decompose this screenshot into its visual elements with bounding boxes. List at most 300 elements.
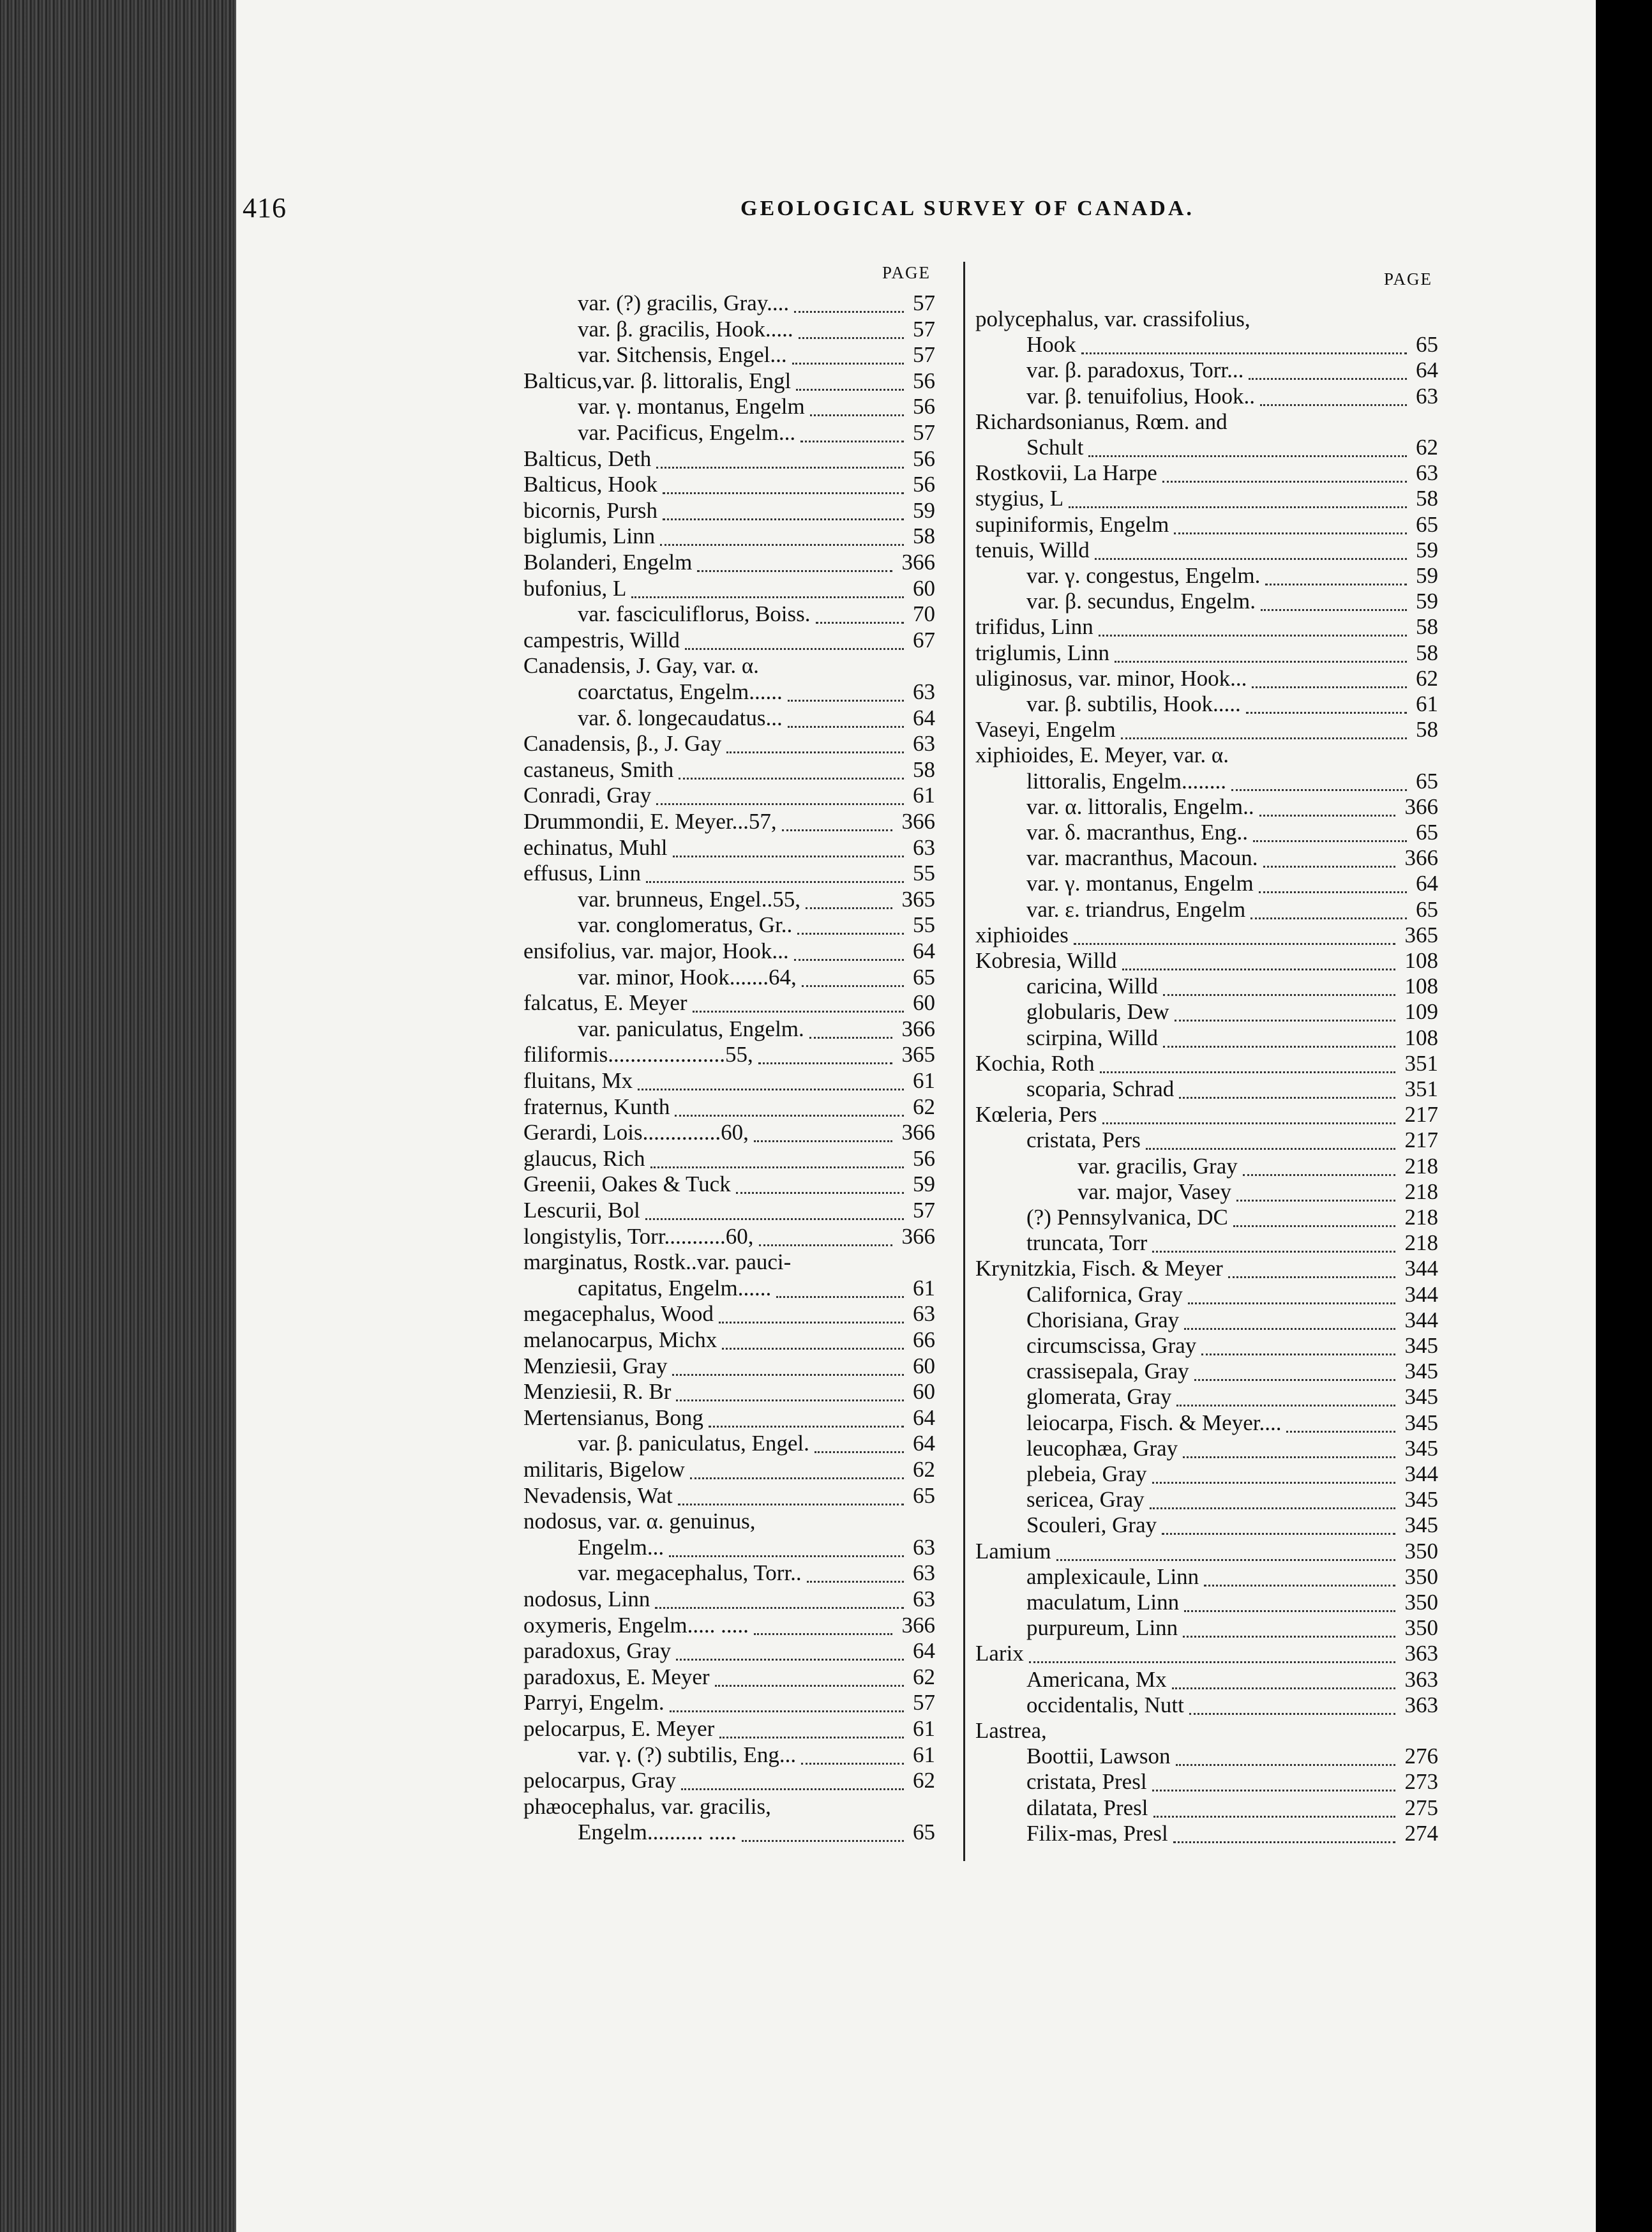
entry-text: triglumis, Linn <box>975 640 1109 665</box>
dot-leader <box>1146 1145 1395 1150</box>
entry-text: ensifolius, var. major, Hook... <box>523 939 789 963</box>
index-entry <box>523 1535 935 1560</box>
entry-text: cristata, Pers <box>1026 1127 1141 1153</box>
dot-leader <box>1081 350 1407 354</box>
dot-leader <box>1260 402 1407 406</box>
entry-page-number: 62 <box>913 1094 935 1119</box>
entry-text: bufonius, L <box>523 575 627 601</box>
entry-text: Californica, Gray <box>1026 1281 1183 1307</box>
dot-leader <box>1188 1300 1395 1304</box>
entry-page-number: 217 <box>1404 1102 1438 1127</box>
dot-leader <box>736 1189 904 1194</box>
entry-page-number: 65 <box>1416 896 1438 922</box>
entry-page-number: 218 <box>1404 1205 1438 1230</box>
index-entry <box>975 1744 1438 1769</box>
dot-leader <box>681 1786 904 1790</box>
index-entry <box>975 1512 1438 1538</box>
entry-text: Drummondii, E. Meyer...57, <box>523 809 777 834</box>
entry-page-number: 58 <box>1416 640 1438 665</box>
dot-leader <box>1150 1505 1395 1509</box>
entry-text: longistylis, Torr...........60, <box>523 1223 754 1249</box>
entry-text: var. β. paradoxus, Torr... <box>1026 358 1244 383</box>
index-entry <box>975 1230 1438 1256</box>
entry-page-number: 61 <box>1416 691 1438 716</box>
entry-page-number: 57 <box>913 1198 935 1223</box>
dot-leader <box>1286 1428 1395 1433</box>
index-entry <box>523 705 935 731</box>
index-entry <box>975 1769 1438 1795</box>
entry-text: Gerardi, Lois..............60, <box>523 1120 749 1145</box>
entry-text: occidentalis, Nutt <box>1026 1692 1184 1717</box>
entry-text: var. γ. congestus, Engelm. <box>1026 563 1261 588</box>
index-entry <box>523 1587 935 1612</box>
index-entry <box>523 446 935 472</box>
entry-text: glaucus, Rich <box>523 1145 645 1171</box>
entry-page-number: 61 <box>913 1068 935 1093</box>
dot-leader <box>1250 915 1407 919</box>
index-entry <box>975 614 1438 640</box>
dot-leader <box>1095 555 1407 560</box>
dot-leader <box>1153 1813 1395 1818</box>
entry-page-number: 363 <box>1404 1641 1438 1666</box>
dot-leader <box>1163 1043 1395 1048</box>
index-entry <box>975 1333 1438 1359</box>
index-entry <box>975 332 1438 358</box>
dot-leader <box>697 568 892 572</box>
entry-text: Lescurii, Bol <box>523 1198 640 1223</box>
entry-page-number: 350 <box>1404 1538 1438 1564</box>
index-entry <box>523 1794 935 1820</box>
entry-page-number: 218 <box>1404 1153 1438 1179</box>
index-entry <box>523 1664 935 1690</box>
entry-text: var. ε. triandrus, Engelm <box>1026 896 1246 922</box>
entry-text: plebeia, Gray <box>1026 1461 1147 1486</box>
dot-leader <box>1252 684 1407 688</box>
entry-text: fluitans, Mx <box>523 1068 633 1093</box>
column-divider <box>963 262 965 1861</box>
entry-text: marginatus, Rostk..var. pauci- <box>523 1249 792 1275</box>
entry-page-number: 61 <box>913 1275 935 1301</box>
index-entry <box>523 1120 935 1145</box>
index-entry <box>523 628 935 653</box>
entry-page-number: 57 <box>913 342 935 368</box>
entry-page-number: 60 <box>913 990 935 1016</box>
entry-page-number: 344 <box>1404 1281 1438 1307</box>
page-column-label-right: PAGE <box>1384 269 1433 289</box>
index-entry <box>523 1379 935 1405</box>
index-entry <box>523 965 935 990</box>
index-entry <box>523 368 935 394</box>
index-entry <box>975 717 1438 743</box>
entry-text: Boottii, Lawson <box>1026 1744 1171 1769</box>
entry-text: uliginosus, var. minor, Hook... <box>975 665 1247 691</box>
entry-page-number: 345 <box>1404 1435 1438 1461</box>
entry-text: effusus, Linn <box>523 861 642 886</box>
entry-text: var. β. secundus, Engelm. <box>1026 589 1256 614</box>
entry-text: Kobresia, Willd <box>975 948 1117 973</box>
entry-text: var. brunneus, Engel..55, <box>578 886 800 912</box>
entry-text: Chorisiana, Gray <box>1026 1307 1180 1332</box>
entry-page-number: 67 <box>913 627 935 652</box>
page-column-label-left: PAGE <box>882 263 931 282</box>
entry-page-number: 64 <box>913 705 935 730</box>
dot-leader <box>679 775 904 780</box>
dot-leader <box>663 490 904 494</box>
dot-leader <box>754 1138 892 1142</box>
entry-text: var. γ. montanus, Engelm <box>578 394 805 419</box>
entry-page-number: 345 <box>1404 1512 1438 1538</box>
dot-leader <box>1183 1454 1395 1458</box>
index-entry <box>523 1457 935 1482</box>
entry-page-number: 62 <box>913 1457 935 1482</box>
entry-page-number: 70 <box>913 601 935 627</box>
dot-leader <box>1115 658 1407 663</box>
entry-page-number: 63 <box>913 1560 935 1586</box>
entry-page-number: 64 <box>1416 358 1438 383</box>
entry-page-number: 345 <box>1404 1384 1438 1410</box>
entry-page-number: 345 <box>1404 1487 1438 1512</box>
index-entry <box>523 524 935 549</box>
entry-text: Rostkovii, La Harpe <box>975 460 1157 486</box>
entry-text: nodosus, Linn <box>523 1587 650 1611</box>
entry-text: var. megacephalus, Torr.. <box>578 1560 802 1586</box>
index-entry <box>975 1127 1438 1153</box>
dot-leader <box>722 1345 904 1350</box>
dot-leader <box>1189 1710 1395 1715</box>
entry-text: Scouleri, Gray <box>1026 1512 1157 1538</box>
dot-leader <box>801 1760 904 1765</box>
index-entry <box>975 845 1438 871</box>
entry-page-number: 366 <box>901 550 935 575</box>
dot-leader <box>631 594 904 598</box>
entry-text: Conradi, Gray <box>523 783 652 808</box>
index-entry <box>975 794 1438 820</box>
index-entry <box>523 472 935 497</box>
entry-text: militaris, Bigelow <box>523 1457 685 1482</box>
entry-text: falcatus, E. Meyer <box>523 990 687 1016</box>
dot-leader <box>794 308 904 313</box>
dot-leader <box>802 983 904 987</box>
index-entry <box>523 1094 935 1120</box>
dot-leader <box>690 1475 904 1479</box>
entry-page-number: 63 <box>913 1301 935 1327</box>
index-entry <box>975 1179 1438 1205</box>
entry-page-number: 58 <box>1416 717 1438 743</box>
entry-page-number: 273 <box>1404 1769 1438 1795</box>
entry-text: tenuis, Willd <box>975 537 1090 562</box>
running-title: GEOLOGICAL SURVEY OF CANADA. <box>740 197 1194 220</box>
entry-page-number: 58 <box>913 757 935 782</box>
index-entry <box>975 1718 1438 1744</box>
dot-leader <box>663 516 904 520</box>
index-entry <box>975 1076 1438 1102</box>
index-entry <box>975 384 1438 409</box>
index-entry <box>975 409 1438 435</box>
dot-leader <box>759 1242 892 1246</box>
index-entry <box>523 550 935 575</box>
book-page-edges <box>0 0 243 2232</box>
dot-leader <box>810 412 904 416</box>
entry-text: scoparia, Schrad <box>1026 1076 1175 1101</box>
entry-text: Greenii, Oakes & Tuck <box>523 1172 731 1197</box>
entry-page-number: 56 <box>913 1145 935 1171</box>
entry-text: echinatus, Muhl <box>523 834 668 860</box>
dot-leader <box>1236 1197 1395 1202</box>
entry-page-number: 63 <box>913 679 935 704</box>
entry-page-number: 55 <box>913 912 935 938</box>
entry-page-number: 62 <box>913 1768 935 1793</box>
entry-page-number: 65 <box>1416 820 1438 845</box>
dot-leader <box>1172 1685 1395 1689</box>
dot-leader <box>645 1216 904 1220</box>
index-entry <box>523 757 935 783</box>
entry-page-number: 344 <box>1404 1256 1438 1281</box>
entry-page-number: 56 <box>913 446 935 471</box>
entry-page-number: 65 <box>1416 332 1438 358</box>
entry-text: Engelm.......... ..... <box>578 1820 737 1845</box>
entry-text: Richardsonianus, Rœm. and <box>975 409 1228 434</box>
page-number: 416 <box>243 192 287 223</box>
dot-leader <box>788 697 904 702</box>
entry-page-number: 58 <box>1416 614 1438 640</box>
entry-page-number: 109 <box>1404 999 1438 1025</box>
index-entry <box>523 1716 935 1742</box>
entry-text: biglumis, Linn <box>523 524 656 549</box>
index-entry <box>975 538 1438 563</box>
entry-text: crassisepala, Gray <box>1026 1359 1189 1384</box>
entry-page-number: 59 <box>1416 589 1438 614</box>
entry-text: var. fasciculiflorus, Boiss. <box>578 601 811 627</box>
entry-page-number: 57 <box>913 1690 935 1715</box>
index-entry <box>523 601 935 627</box>
entry-text: Kochia, Roth <box>975 1050 1095 1076</box>
dot-leader <box>655 1604 904 1609</box>
entry-page-number: 217 <box>1404 1127 1438 1153</box>
dot-leader <box>656 464 904 469</box>
entry-text: var. δ. longecaudatus... <box>578 705 783 730</box>
entry-text: Americana, Mx <box>1026 1666 1167 1692</box>
entry-text: purpureum, Linn <box>1026 1615 1178 1641</box>
dot-leader <box>1176 1402 1395 1406</box>
dot-leader <box>1162 1530 1395 1535</box>
dot-leader <box>800 438 904 442</box>
entry-text: var. β. paniculatus, Engel. <box>578 1431 809 1456</box>
index-entry <box>523 679 935 705</box>
entry-text: littoralis, Engelm........ <box>1026 768 1227 794</box>
index-entry <box>523 783 935 808</box>
entry-page-number: 218 <box>1404 1179 1438 1204</box>
dot-leader <box>1029 1659 1395 1663</box>
index-entry <box>975 820 1438 845</box>
dot-leader <box>796 386 904 391</box>
dot-leader <box>1183 1633 1395 1638</box>
entry-page-number: 58 <box>913 524 935 549</box>
entry-page-number: 365 <box>901 1042 935 1067</box>
dot-leader <box>1122 966 1395 970</box>
entry-page-number: 59 <box>913 1172 935 1197</box>
index-entry <box>975 512 1438 538</box>
dot-leader <box>715 1682 904 1687</box>
entry-text: megacephalus, Wood <box>523 1301 714 1327</box>
index-entry <box>523 835 935 861</box>
index-entry <box>523 317 935 342</box>
dot-leader <box>1152 1787 1395 1791</box>
dot-leader <box>1201 1351 1395 1355</box>
index-entry <box>523 1042 935 1067</box>
entry-page-number: 344 <box>1404 1461 1438 1486</box>
dot-leader <box>693 1008 904 1013</box>
dot-leader <box>726 749 904 753</box>
dot-leader <box>673 853 904 857</box>
dot-leader <box>742 1837 904 1842</box>
index-entry <box>523 939 935 964</box>
entry-text: leiocarpa, Fisch. & Meyer.... <box>1026 1410 1282 1435</box>
entry-page-number: 56 <box>913 472 935 497</box>
index-entry <box>523 1742 935 1768</box>
entry-text: globularis, Dew <box>1026 999 1169 1025</box>
entry-page-number: 60 <box>913 1379 935 1405</box>
entry-text: scirpina, Willd <box>1026 1025 1158 1050</box>
entry-text: maculatum, Linn <box>1026 1590 1180 1615</box>
index-entry <box>975 897 1438 923</box>
index-entry <box>523 731 935 757</box>
index-entry <box>523 1638 935 1664</box>
index-entry <box>975 306 1438 332</box>
index-column-left <box>523 290 935 1861</box>
entry-text: Engelm... <box>578 1534 665 1560</box>
entry-page-number: 366 <box>901 1223 935 1249</box>
dot-leader <box>758 1060 892 1064</box>
entry-text: xiphioides, E. Meyer, var. α. <box>975 743 1229 768</box>
entry-text: var. β. gracilis, Hook..... <box>578 316 793 342</box>
index-entry <box>975 1154 1438 1179</box>
entry-page-number: 63 <box>913 1534 935 1560</box>
entry-page-number: 64 <box>1416 871 1438 896</box>
dot-leader <box>1263 863 1395 868</box>
entry-page-number: 366 <box>901 1016 935 1041</box>
entry-text: paradoxus, Gray <box>523 1638 672 1664</box>
index-entry <box>523 420 935 446</box>
entry-page-number: 56 <box>913 368 935 393</box>
index-entry <box>975 589 1438 614</box>
dot-leader <box>1204 1582 1395 1587</box>
index-entry <box>975 948 1438 974</box>
dot-leader <box>1228 1274 1395 1278</box>
entry-text: var. macranthus, Macoun. <box>1026 845 1258 871</box>
dot-leader <box>1265 581 1407 585</box>
entry-page-number: 65 <box>913 1820 935 1845</box>
entry-page-number: 366 <box>1404 845 1438 871</box>
entry-text: trifidus, Linn <box>975 614 1093 640</box>
entry-text: cristata, Presl <box>1026 1769 1147 1795</box>
entry-text: phæocephalus, var. gracilis, <box>523 1793 771 1819</box>
entry-page-number: 108 <box>1404 974 1438 999</box>
entry-text: var. (?) gracilis, Gray.... <box>578 290 790 315</box>
entry-text: circumscissa, Gray <box>1026 1333 1197 1358</box>
page-header <box>243 192 1506 236</box>
entry-text: melanocarpus, Michx <box>523 1327 717 1352</box>
dot-leader <box>1074 940 1395 945</box>
index-entry <box>523 342 935 368</box>
index-entry <box>523 990 935 1016</box>
dot-leader <box>809 1034 892 1039</box>
entry-page-number: 351 <box>1404 1076 1438 1101</box>
index-entry <box>523 1068 935 1094</box>
dot-leader <box>646 878 904 883</box>
dot-leader <box>678 1501 904 1505</box>
entry-page-number: 59 <box>1416 563 1438 588</box>
dot-leader <box>1184 1325 1395 1330</box>
entry-text: var. γ. montanus, Engelm <box>1026 871 1254 896</box>
dot-leader <box>1069 504 1407 508</box>
entry-text: var. β. subtilis, Hook..... <box>1026 691 1241 716</box>
index-entry <box>975 1564 1438 1590</box>
index-entry <box>523 1172 935 1197</box>
index-entry <box>975 974 1438 999</box>
index-entry <box>975 460 1438 486</box>
entry-page-number: 345 <box>1404 1410 1438 1435</box>
index-entry <box>975 563 1438 589</box>
entry-text: Mertensianus, Bong <box>523 1405 703 1430</box>
entry-text: Canadensis, β., J. Gay <box>523 731 722 757</box>
index-entry <box>975 691 1438 717</box>
dot-leader <box>676 1397 904 1401</box>
entry-page-number: 63 <box>1416 383 1438 409</box>
entry-text: var. α. littoralis, Engelm.. <box>1026 794 1254 819</box>
index-entry <box>975 999 1438 1025</box>
index-entry <box>523 498 935 524</box>
index-entry <box>975 1410 1438 1436</box>
index-entry <box>975 1308 1438 1333</box>
dot-leader <box>1184 1608 1395 1612</box>
entry-page-number: 65 <box>913 1482 935 1508</box>
dot-leader <box>797 930 904 935</box>
index-entry <box>523 861 935 886</box>
entry-text: amplexicaule, Linn <box>1026 1564 1199 1589</box>
index-entry <box>975 1205 1438 1230</box>
dot-leader <box>1246 709 1407 714</box>
dot-leader <box>650 1164 904 1168</box>
dot-leader <box>638 1086 904 1090</box>
entry-text: nodosus, var. α. genuinus, <box>523 1509 756 1534</box>
entry-page-number: 64 <box>913 1405 935 1430</box>
entry-text: var. minor, Hook.......64, <box>578 964 797 990</box>
entry-page-number: 365 <box>901 886 935 912</box>
dot-leader <box>1176 1761 1395 1766</box>
entry-text: pelocarpus, E. Meyer <box>523 1716 715 1741</box>
entry-text: supiniformis, Engelm <box>975 511 1169 537</box>
entry-page-number: 345 <box>1404 1359 1438 1384</box>
entry-page-number: 55 <box>913 861 935 886</box>
entry-page-number: 350 <box>1404 1564 1438 1589</box>
entry-text: castaneus, Smith <box>523 757 674 782</box>
index-entry <box>975 1795 1438 1821</box>
dot-leader <box>1100 1069 1395 1073</box>
index-entry <box>975 1615 1438 1641</box>
entry-text: Hook <box>1026 332 1076 358</box>
index-entry <box>523 1224 935 1249</box>
index-entry <box>523 1249 935 1275</box>
entry-page-number: 366 <box>901 1612 935 1638</box>
dot-leader <box>1259 889 1407 893</box>
dot-leader <box>1152 1248 1395 1253</box>
index-entry <box>523 912 935 938</box>
index-entry <box>975 486 1438 511</box>
entry-page-number: 62 <box>913 1664 935 1689</box>
index-entry <box>523 1690 935 1715</box>
dot-leader <box>1259 812 1395 817</box>
index-entry <box>975 1487 1438 1512</box>
